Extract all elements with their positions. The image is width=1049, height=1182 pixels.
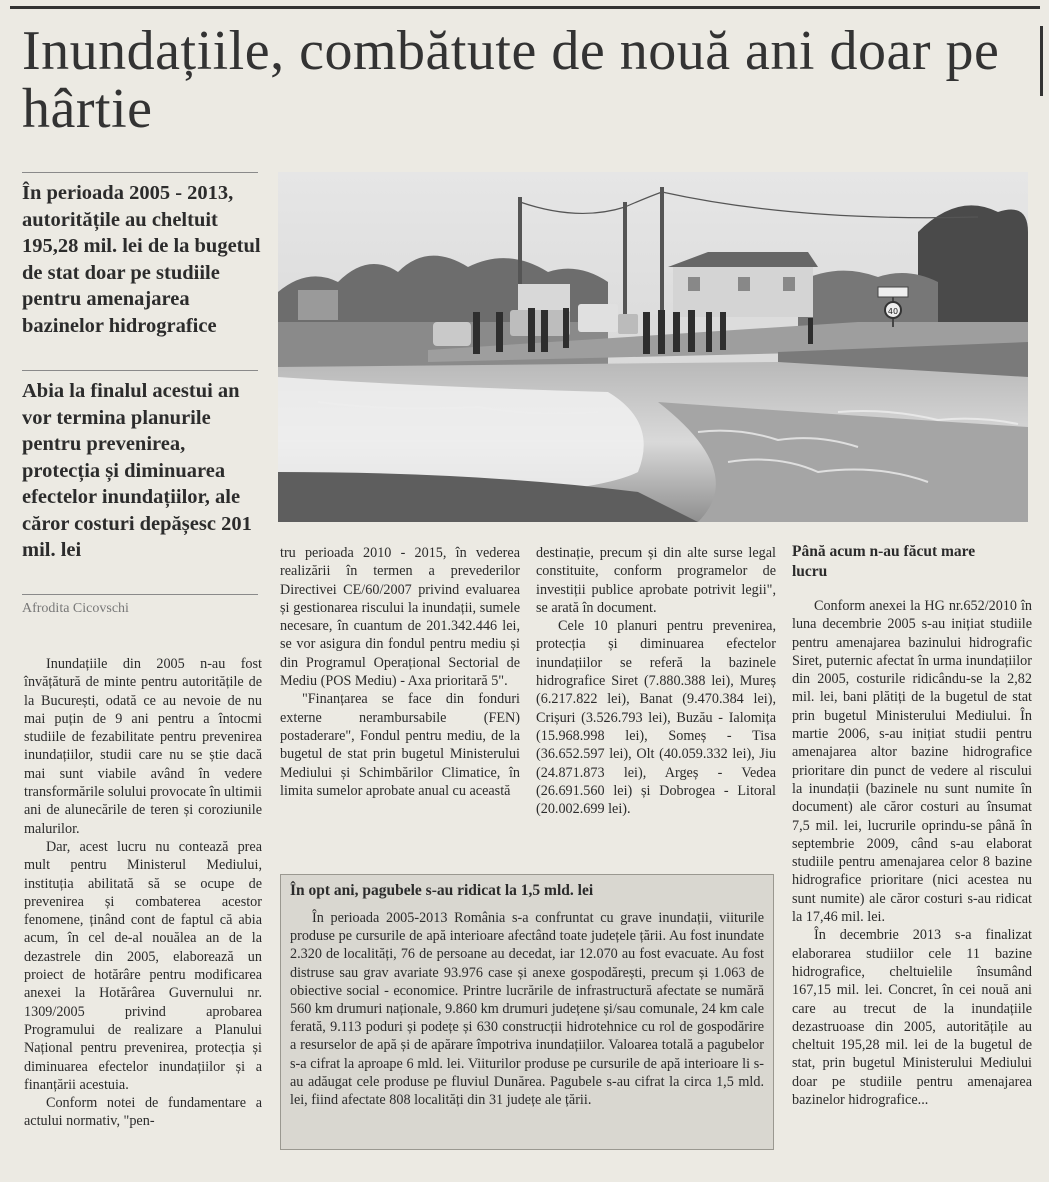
- sidebar-box-text: În perioada 2005-2013 România s-a confruntat cu grave inundații, viiturile produse pe cursurile de apă interioare afectând toate județele țării. Au fost inundate 2.320 de localități, 76 de persoane au decedat, iar 12.070 au fost evacuate. Au fost distruse sau grav avariate 93.976 case și anexe gospodărești, precum și 1.063 de obiective social - economice. Printre lucrările de infrastructură afectate se numără 560 km drumuri naționale, 9.860 km drumuri județene și/sau comunale, 24 km cale ferată, 9.113 poduri și podețe și 630 construcții hidrotehnice cu rol de gospodărire a resurselor de apă și de apărare împotriva inundațiilor. Valoarea totală a pagubelor s-a cifrat la aproape 6 mld. lei. Viiturilor produse pe cursurile de apă interioare li s-au adăugat cele produse pe fluviul Dunărea. Pagubele s-au cifrat la circa 1,5 mld. lei, fiind afectate 808 localități din 31 județe ale țării.: [290, 910, 764, 1109]
- speed-sign-text: 40: [887, 307, 899, 316]
- flood-photo-illustration: [278, 172, 1028, 522]
- lede-summary-2: Abia la finalul acestui an vor termina planurile pentru prevenirea, protecția și diminuarea efectelor inundațiilor, ale căror costuri depășesc 201 mil. lei: [22, 380, 252, 561]
- paragraph: tru perioada 2010 - 2015, în vederea realizării în termen a prevederilor Directivei CE/60/2007 privind evaluarea și gestionarea riscului la inundații, sumele necesare, în cuantum de 201.342.446 lei, se vor asigura din fondul pentru mediu și din Programul Operațional Sectorial de Mediu (POS Mediu) - Axa prioritară 5".: [280, 545, 520, 690]
- lede-top-rule: [22, 172, 258, 173]
- byline-rule: [22, 594, 258, 595]
- sidebar-box-title: În opt ani, pagubele s-au ridicat la 1,5 mld. lei: [290, 882, 594, 899]
- lede-summary-1: În perioada 2005 - 2013, autoritățile au cheltuit 195,28 mil. lei de la bugetul de stat doar pe studiile pentru amenajarea bazinelor hidrografice: [22, 182, 261, 337]
- subheading: Până acum n-au făcut mare lucru: [792, 543, 976, 580]
- article-column-4: [792, 597, 1032, 1109]
- flood-photo: [278, 172, 1028, 522]
- paragraph: Conform notei de fundamentare a actului normativ, "pen-: [24, 1095, 262, 1130]
- lede-divider: [22, 370, 258, 371]
- paragraph: În decembrie 2013 s-a finalizat elaborarea studiilor cele 11 bazine hidrografice, cheltuielile însumând 167,15 mil. lei. Concret, în cei nouă ani care au trecut de la inundațiile dezastruoase din 2005, autoritățile au cheltuit 195,28 mil. lei de la bugetul de stat, prin bugetul Ministerului Mediului doar pe studiile pentru amenajarea bazinelor hidrografice...: [792, 927, 1032, 1109]
- top-rule: [10, 6, 1040, 9]
- damages-sidebar-box: [280, 874, 774, 1150]
- article-column-3: [536, 544, 776, 818]
- article-headline: Inundațiile, combătute de nouă ani doar pe hârtie: [22, 20, 1000, 140]
- article-column-2: [280, 544, 520, 800]
- paragraph: Cele 10 planuri pentru prevenirea, protecția și diminuarea efectelor inundațiilor se referă la bazinele hidrografice Siret (7.880.388 lei), Mureș (6.217.822 lei), Banat (9.470.384 lei), Crișuri (3.526.793 lei), Buzău - Ialomița (15.968.998 lei), Someș - Tisa (36.652.597 lei), Olt (40.059.332 lei), Jiu (24.871.873 lei), Argeș - Vedea (26.691.560 lei) și Dobrogea - Litoral (20.002.699 lei).: [536, 618, 776, 818]
- paragraph: Inundațiile din 2005 n-au fost învățătură de minte pentru autoritățile de la București, odată ce au nevoie de nu mai puțin de 9 ani pentru a întocmi studiile de fezabilitate pentru prevenirea inundațiilor, studii care nu se știe dacă mai sunt viabile având în vedere transformările solului provocate în ultimii ani de alunecările de teren și coroziunile malurilor.: [24, 656, 262, 837]
- paragraph: Conform anexei la HG nr.652/2010 în luna decembrie 2005 s-au inițiat studiile pentru amenajarea bazinului hidrografic Siret, puternic afectat în urma inundațiilor din 2005, costurile ridicându-se la 2,82 mil. lei, bani plătiți de la bugetul de stat prin bugetul Ministerului Mediului. În martie 2006, s-au inițiat studii pentru amenajarea altor bazine hidrografice prioritare din punct de vedere al riscului la inundații (bazinele nu sunt numite în document) ale căror costuri au însumat 7,5 mil. lei, lucrurile oprindu-se până în septembrie 2009, când s-au elaborat studiile pentru amenajarea celor 8 bazine hidrografice prioritare (nici acestea nu sunt numite) ale căror costuri s-au ridicat la 17,46 mil. lei.: [792, 598, 1032, 926]
- paragraph: "Finanțarea se face din fonduri externe nerambursabile (FEN) postaderare", Fondul pentru mediu, de la bugetul de stat prin bugetul Ministerului Mediului și Schimbărilor Climatice, în limita sumelor aprobate anual cu această: [280, 691, 520, 799]
- paragraph: Dar, acest lucru nu contează prea mult pentru Ministerul Mediului, instituția abilitată să se ocupe de prevenirea și combaterea acestor fenomene, ținând cont de faptul că abia acum, în cel de-al nouălea an de la dezastrele din 2005, elaborează un proiect de hotărâre pentru modificarea anexei la Hotărârea Guvernului nr. 1309/2005 privind aprobarea Programului de realizare a Planului Național pentru prevenirea, protecția și diminuarea efectelor inundațiilor și a finanțării acestuia.: [24, 838, 262, 1093]
- adjacent-article-edge: [1040, 26, 1043, 96]
- article-column-1: [24, 655, 262, 1131]
- paragraph: destinație, precum și din alte surse legal constituite, conform programelor de investiții publice aprobate potrivit legii", se arată în document.: [536, 545, 776, 616]
- byline: Afrodita Cicovschi: [22, 601, 129, 616]
